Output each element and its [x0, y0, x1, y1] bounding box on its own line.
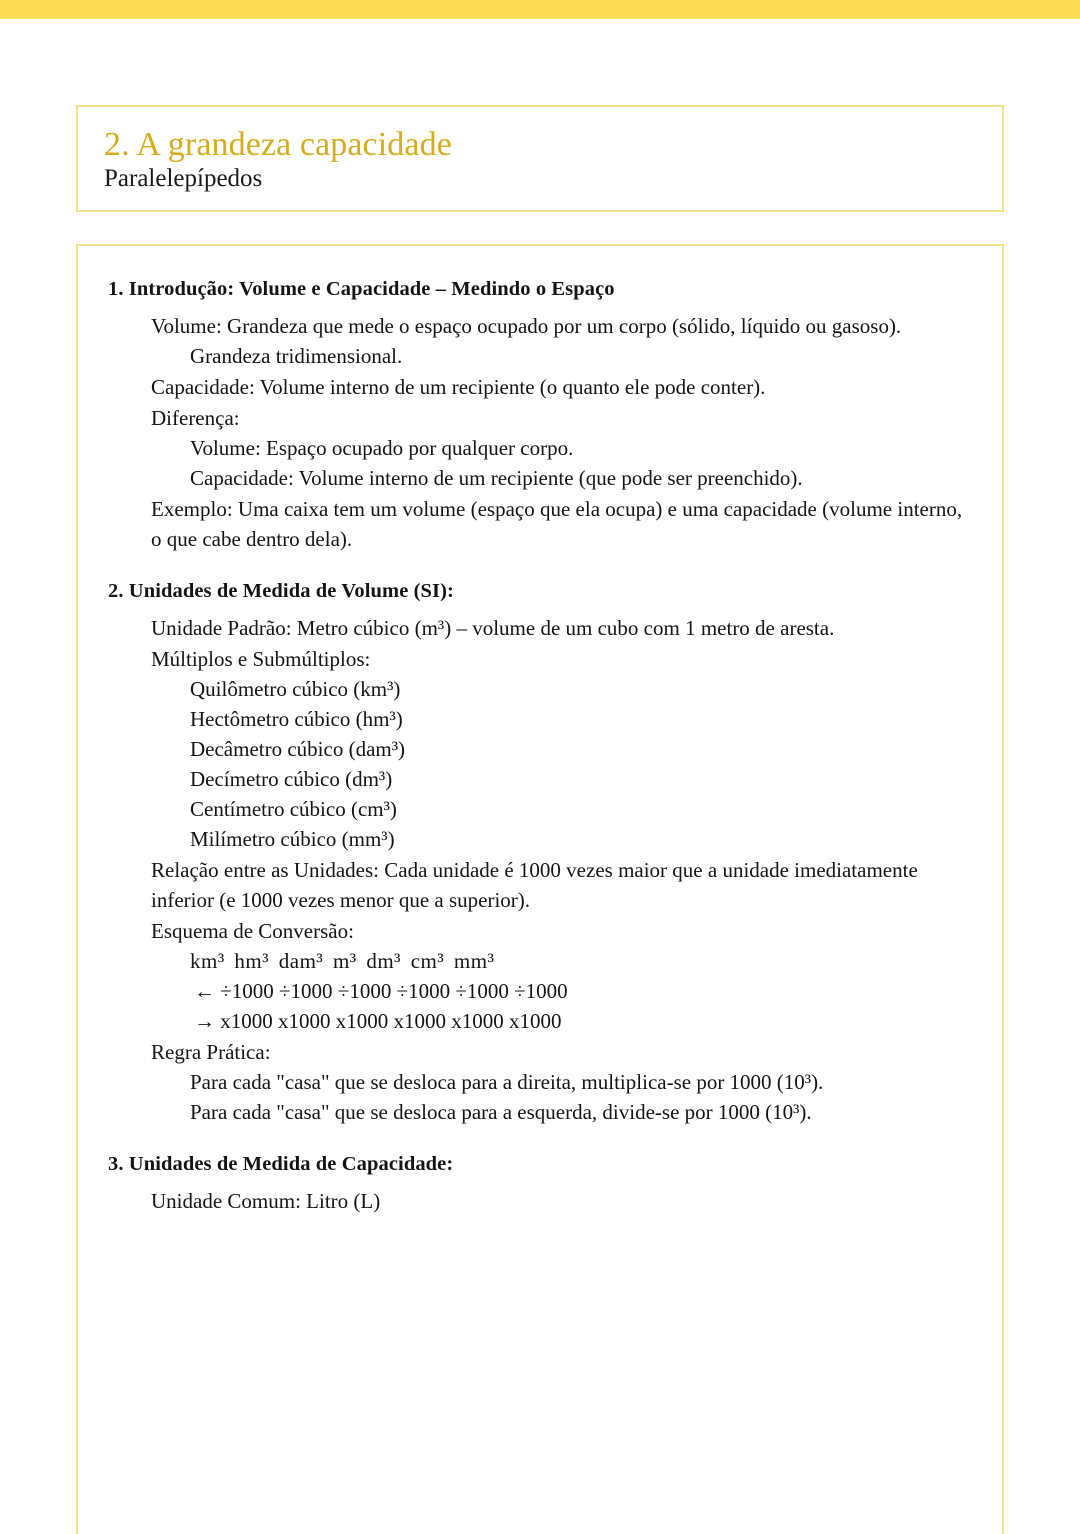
section-heading: 2. Unidades de Medida de Volume (SI):	[108, 580, 454, 603]
list-item-label: Relação entre as Unidades: Cada unidade é 1000 vezes maior que a unidade imediatamente inferior (e 1000 vezes menor que a superior).	[151, 858, 918, 913]
list-item-label: Volume: Grandeza que mede o espaço ocupado por um corpo (sólido, líquido ou gasoso).	[151, 314, 902, 338]
sub-list-item-label: Decâmetro cúbico (dam³)	[190, 737, 406, 762]
sub-list-item	[151, 463, 972, 493]
list-item-label: Esquema de Conversão:	[151, 919, 354, 944]
page-title: 2. A grandeza capacidade	[104, 126, 452, 163]
document-section	[108, 580, 972, 1127]
list-item-label: Diferença:	[151, 406, 240, 431]
sub-list-item	[151, 734, 972, 764]
sub-list-item-label: Decímetro cúbico (dm³)	[190, 767, 393, 792]
document-content	[78, 246, 1002, 1216]
list-item	[108, 372, 972, 402]
sub-list-item	[151, 1067, 972, 1097]
sub-list-item	[151, 946, 972, 976]
sub-list-item	[151, 674, 972, 704]
sub-list-item	[151, 794, 972, 824]
document-section	[108, 278, 972, 554]
list-item	[108, 1186, 972, 1216]
list-item-label: Regra Prática:	[151, 1040, 271, 1065]
top-accent-band	[0, 0, 1080, 19]
list-item-label: Unidade Padrão: Metro cúbico (m³) – volume de um cubo com 1 metro de aresta.	[151, 616, 835, 641]
list-item-label: Capacidade: Volume interno de um recipiente (o quanto ele pode conter).	[151, 375, 766, 400]
bullet-list	[108, 613, 972, 1127]
conversion-scheme	[151, 976, 972, 1036]
list-item	[108, 644, 972, 854]
sub-list-item-label: km³ hm³ dam³ m³ dm³ cm³ mm³	[190, 949, 495, 974]
sub-list-item	[151, 1097, 972, 1127]
sub-list-item	[151, 764, 972, 794]
list-item	[108, 494, 972, 554]
sub-list-item-label: Grandeza tridimensional.	[190, 344, 403, 369]
sub-list-item-label: Volume: Espaço ocupado por qualquer corpo.	[190, 436, 574, 461]
sub-bullet-list	[151, 946, 972, 976]
sub-bullet-list	[151, 1067, 972, 1127]
bullet-list	[108, 311, 972, 554]
conversion-divide-row: ← ÷1000 ÷1000 ÷1000 ÷1000 ÷1000 ÷1000	[194, 979, 568, 1004]
document-header-inner	[78, 107, 1002, 193]
list-item-label: Unidade Comum: Litro (L)	[151, 1189, 381, 1214]
sub-list-item-label: Para cada "casa" que se desloca para a direita, multiplica-se por 1000 (10³).	[190, 1070, 824, 1095]
sub-list-item	[151, 824, 972, 854]
sub-list-item-label: Quilômetro cúbico (km³)	[190, 677, 401, 702]
list-item-label: Múltiplos e Submúltiplos:	[151, 647, 371, 672]
list-item	[108, 403, 972, 493]
sub-list-item-label: Milímetro cúbico (mm³)	[190, 827, 395, 852]
list-item	[108, 1037, 972, 1127]
sub-list-item	[151, 433, 972, 463]
sub-list-item-label: Centímetro cúbico (cm³)	[190, 797, 397, 822]
sub-list-item-label: Hectômetro cúbico (hm³)	[190, 707, 403, 732]
list-item-label: Exemplo: Uma caixa tem um volume (espaço que ela ocupa) e uma capacidade (volume interno, o que cabe dentro dela).	[151, 497, 963, 552]
sub-list-item-label: Capacidade: Volume interno de um recipiente (que pode ser preenchido).	[190, 466, 803, 491]
sub-bullet-list	[151, 341, 972, 371]
list-item	[108, 916, 972, 1036]
section-heading: 3. Unidades de Medida de Capacidade:	[108, 1153, 454, 1176]
page-subtitle: Paralelepípedos	[104, 164, 263, 192]
conversion-multiply-row: → x1000 x1000 x1000 x1000 x1000 x1000	[194, 1009, 562, 1034]
bullet-list	[108, 1186, 972, 1216]
sub-bullet-list	[151, 674, 972, 854]
sub-bullet-list	[151, 433, 972, 493]
list-item	[108, 855, 972, 915]
section-heading: 1. Introdução: Volume e Capacidade – Medindo o Espaço	[108, 278, 615, 300]
sub-list-item	[151, 341, 972, 371]
document-header-card	[76, 105, 1004, 212]
sub-list-item	[151, 704, 972, 734]
document-section	[108, 1153, 972, 1216]
sub-list-item-label: Para cada "casa" que se desloca para a esquerda, divide-se por 1000 (10³).	[190, 1100, 812, 1125]
list-item	[108, 613, 972, 643]
document-content-card	[76, 244, 1004, 1534]
list-item	[108, 311, 972, 371]
